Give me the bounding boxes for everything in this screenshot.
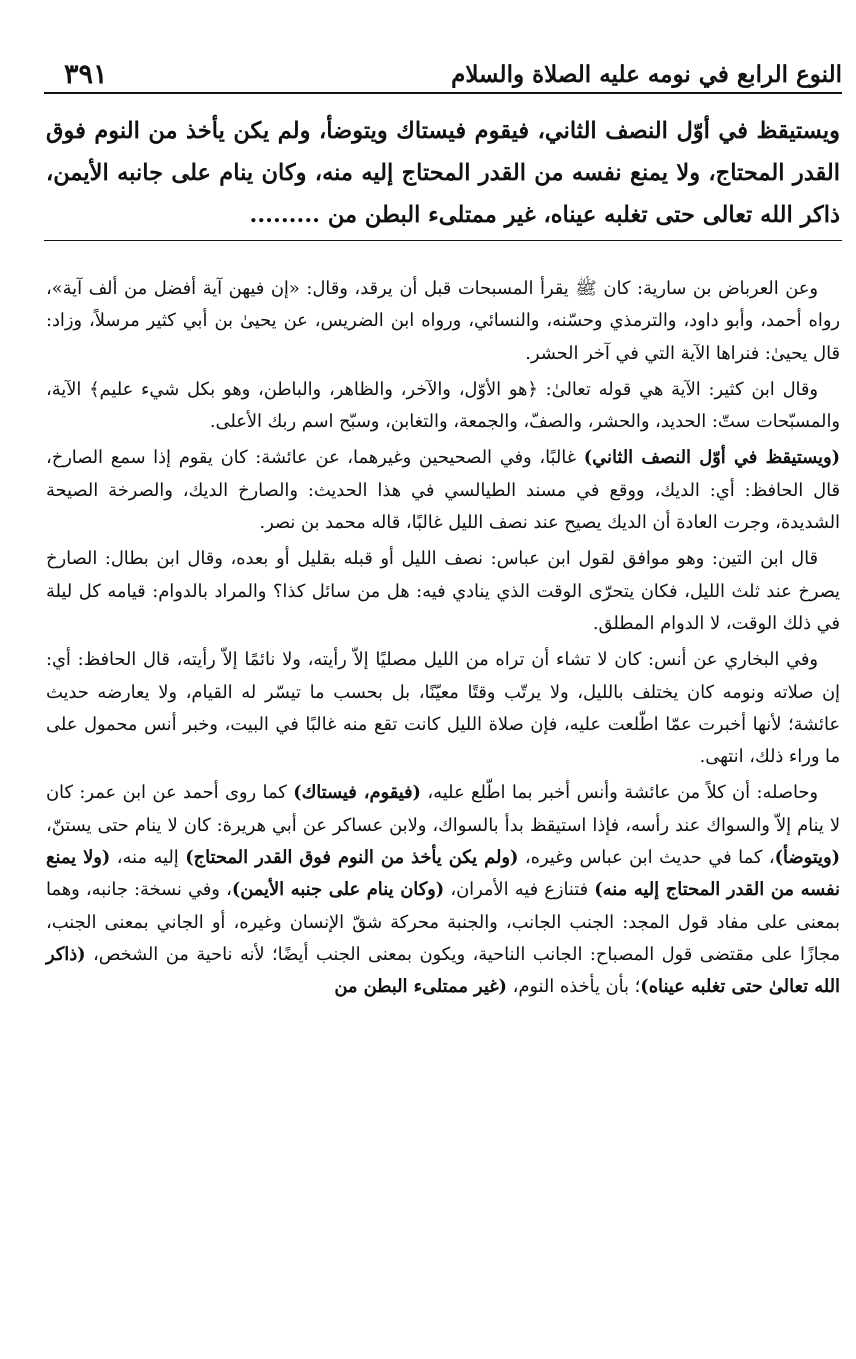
running-header bbox=[44, 48, 842, 94]
main-text-paragraph: ويستيقظ في أوّل النصف الثاني، فيقوم فيستاك ويتوضأ، ولم يكن يأخذ من النوم فوق القدر المحتاج، ولا يمنع نفسه من القدر المحتاج إليه منه، وكان ينام على جانبه الأيمن، ذاكر الله تعالى حتى تغلبه عيناه، غير ممتلىء البطن من ......... bbox=[46, 118, 840, 228]
commentary-text: وفي البخاري عن أنس: كان لا تشاء أن تراه من الليل مصليًا إلاّ رأيته، ولا نائمًا إلاّ رأيته، قال الحافظ: أي: إن صلاته ونومه كان يختلف بالليل، ولا يرتّب وقتًا معيّنًا، بل بحسب ما تيسّر له القيام، ولا يعارضه حديث عائشة؛ لأنها أخبرت عمّا اطّلعت عليه، فإن صلاة الليل كانت تقع منه غالبًا في البيت، وخبر أنس محمول على ما وراء ذلك، انتهى. bbox=[46, 649, 840, 768]
book-page bbox=[44, 48, 842, 1008]
commentary-paragraph bbox=[46, 442, 840, 539]
commentary-text: وقال ابن كثير: الآية هي قوله تعالىٰ: ﴿هو الأوّل، والآخر، والظاهر، والباطن، وهو بكل شيء عليم﴾ الآية، والمسبّحات ستّ: الحديد، والحشر، والصفّ، والجمعة، والتغابن، وسبّح اسم ربك الأعلى. bbox=[46, 378, 840, 433]
quoted-matn-text: (ولا يمنع نفسه من القدر المحتاج إليه منه) bbox=[46, 847, 840, 901]
commentary-text: غالبًا، وفي الصحيحين وغيرهما، عن عائشة: كان يقوم إذا سمع الصارخ، قال الحافظ: أي: الديك، ووقع في مسند الطيالسي في هذا الحديث: والصارخ الديك، والصرخة الصيحة الشديدة، وجرت العادة أن الديك يصيح عند نصف الليل غالبًا، قاله محمد بن نصر. bbox=[46, 447, 840, 534]
quoted-matn-text: (ولم يكن يأخذ من النوم فوق القدر المحتاج) bbox=[185, 847, 519, 869]
commentary-block bbox=[44, 273, 842, 1004]
commentary-text: كما روى أحمد عن ابن عمر: كان لا ينام إلاّ والسواك عند رأسه، فإذا استيقظ بدأ بالسواك، ولابن عساكر عن أبي هريرة: كان لا ينام حتى يستنّ، bbox=[46, 782, 840, 836]
commentary-text: فتنازع فيه الأمران، bbox=[444, 879, 595, 901]
commentary-paragraph bbox=[46, 273, 840, 370]
commentary-paragraph bbox=[46, 543, 840, 640]
commentary-text: وعن العرباض بن سارية: كان ﷺ يقرأ المسبحات قبل أن يرقد، وقال: «إن فيهن آية أفضل من ألف آية»، رواه أحمد، وأبو داود، والترمذي وحسّنه، والنسائي، ورواه ابن الضريس، عن يحيىٰ بن أبي كثير مرسلاً، وزاد: قال يحيىٰ: فنراها الآية التي في آخر الحشر. bbox=[46, 278, 840, 364]
chapter-title: النوع الرابع في نومه عليه الصلاة والسلام bbox=[451, 61, 842, 88]
commentary-text: ؛ بأن يأخذه النوم، bbox=[506, 976, 641, 998]
quoted-matn-text: (فيقوم، فيستاك) bbox=[293, 782, 421, 804]
commentary-paragraph bbox=[46, 644, 840, 773]
commentary-text: وحاصله: أن كلاً من عائشة وأنس أخبر بما اطّلع عليه، bbox=[420, 782, 818, 804]
footnote-divider bbox=[44, 240, 842, 241]
commentary-text: قال ابن التين: وهو موافق لقول ابن عباس: نصف الليل أو قبله بقليل أو بعده، وقال ابن بطال: الصارخ يصرخ عند ثلث الليل، فكان يتحرّى الوقت الذي ينادي فيه: هل من سائل كذا؟ والمراد بالدوام: قيامه كل ليلة في ذلك الوقت، لا الدوام المطلق. bbox=[46, 548, 840, 634]
quoted-matn-text: (وكان ينام على جنبه الأيمن) bbox=[231, 879, 445, 901]
commentary-text: إليه منه، bbox=[110, 847, 186, 869]
commentary-text: ، وفي نسخة: جانبه، وهما بمعنى على مفاد قول المجد: الجنب الجانب، والجنبة محركة شقّ الإنسان وغيره، أو الجاني بمعنى الجنب، مجازًا على مقتضى قول المصباح: الجانب الناحية، ويكون بمعنى الجنب أيضًا؛ لأنه ناحية من الشخص، bbox=[46, 879, 840, 965]
main-text-block bbox=[44, 110, 842, 236]
commentary-paragraph bbox=[46, 777, 840, 1003]
quoted-matn-text: (ويتوضأ) bbox=[774, 847, 841, 869]
commentary-text: ، كما في حديث ابن عباس وغيره، bbox=[518, 847, 775, 869]
quoted-matn-text: (ويستيقظ في أوّل النصف الثاني) bbox=[583, 447, 840, 469]
quoted-matn-text: (ذاكر الله تعالىٰ حتى تغلبه عيناه) bbox=[46, 943, 840, 998]
commentary-paragraph bbox=[46, 374, 840, 439]
quoted-matn-text: (غير ممتلىء البطن من bbox=[334, 976, 507, 998]
page-number: ٣٩١ bbox=[64, 59, 108, 90]
